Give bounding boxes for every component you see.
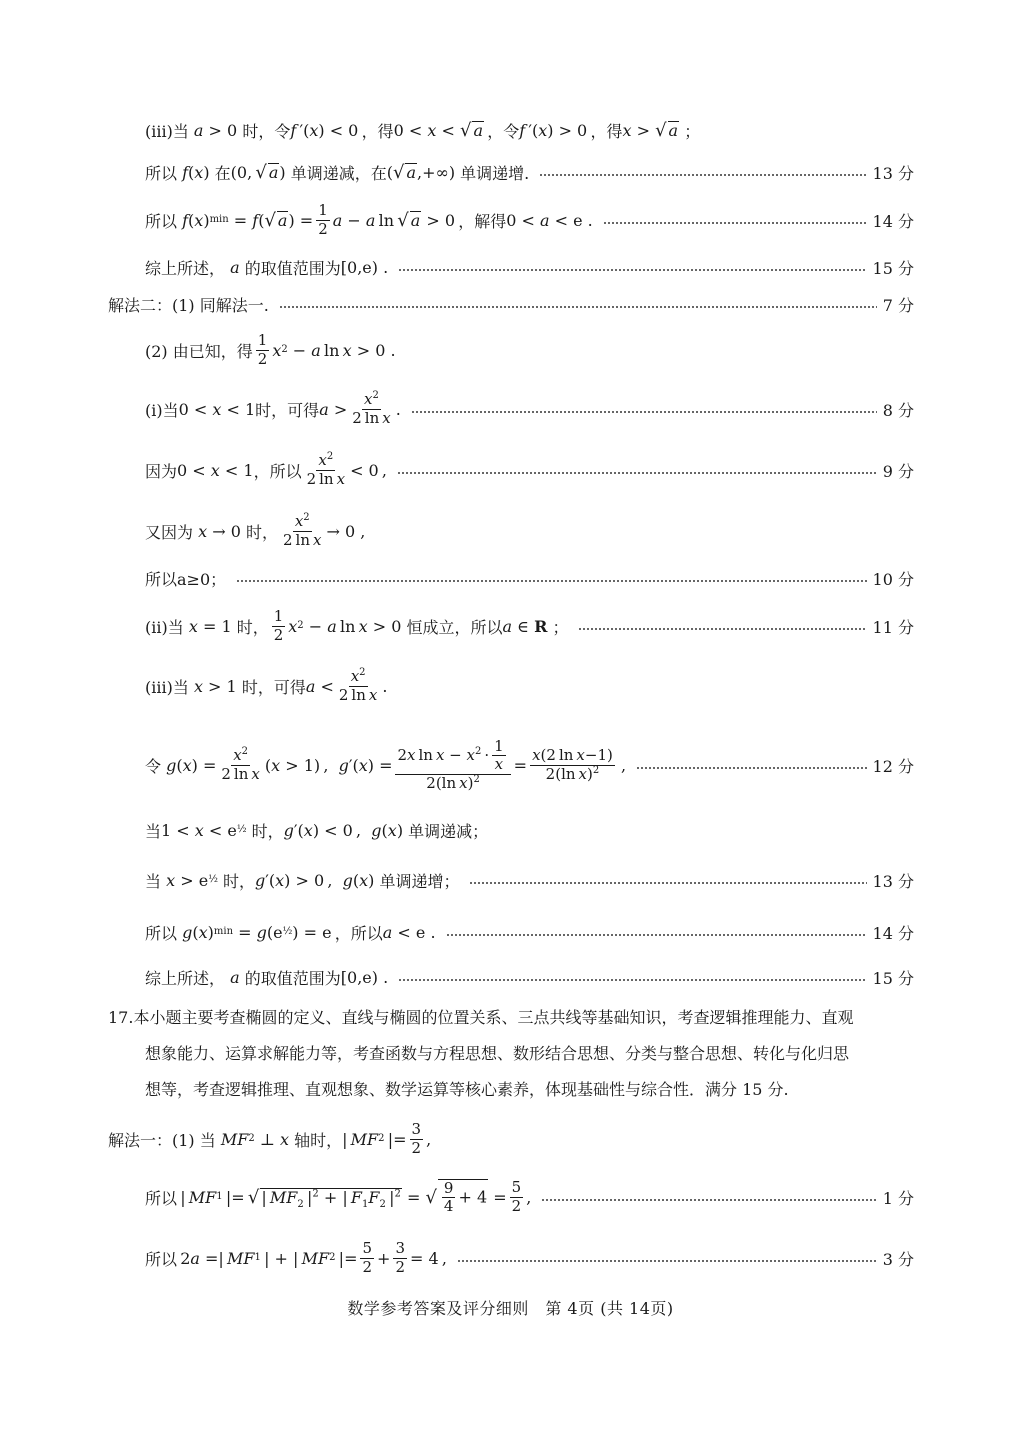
- line-5: 解法二：(1) 同解法一. 7 分: [108, 282, 914, 326]
- score: 7 分: [882, 295, 914, 315]
- line-15: 当 x > e ½ 时， g ′( x ) > 0 , g ( x ) 单调递增； 13 分: [145, 870, 914, 891]
- dot-leader: [236, 580, 866, 582]
- score: 11 分: [872, 617, 914, 637]
- dot-leader: [279, 306, 877, 308]
- score: 14 分: [872, 923, 914, 943]
- line-14: 当 1 < x < e ½ 时， g ′( x ) < 0 , g ( x ) 单调递减；: [145, 820, 489, 841]
- line-13: 令 g ( x ) = $x^2$ 2 ln x ( x > 1) , g ′( x ) = 2x $\ln x - x^2$ · $\frac{1}{x}$ 2(ln x)$^2$ = x(2 ln x−1) 2(ln x)$^2$ , 12 分: [145, 737, 914, 792]
- dot-leader: [457, 1260, 877, 1262]
- line-7: (i)当 0 < x < 1 时，可得 a > $x^2$ 2 ln x . 8 分: [145, 390, 914, 427]
- score: 15 分: [872, 968, 914, 988]
- score: 10 分: [872, 569, 914, 589]
- line-18: 解法一：(1) 当 MF 2 ⊥ x 轴时， | MF 2 |= 3 2 ,: [108, 1120, 432, 1157]
- score: 1 分: [882, 1188, 914, 1208]
- line-4: 综上所述， a 的取值范围为 [0,e) . 15 分: [145, 257, 914, 278]
- line-12: (iii)当 x > 1 时，可得 a < $x^2$ 2 ln x .: [145, 667, 388, 704]
- dot-leader: [446, 934, 867, 936]
- dot-leader: [578, 628, 866, 630]
- score: 13 分: [872, 163, 914, 183]
- dot-leader: [603, 222, 867, 224]
- line-1: (iii)当 a > 0 时，令 f ′( x ) < 0 ，得 0 < x < √ a ，令 f ′( x ) > 0 ，得 x > √ a ；: [145, 119, 701, 141]
- dot-leader: [411, 411, 877, 413]
- dot-leader: [398, 979, 866, 981]
- line-3: 所以 f ( x ) min = f ( √ a ) = 1 2 a − a ln √ a > 0 ，解得 0 < a < e . 14 分: [145, 201, 914, 238]
- dot-leader: [397, 472, 877, 474]
- line-2: 所以 f ( x ) 在 (0, √ a ) 单调递减，在 ( √ a ,+∞) 单调递增. 13 分: [145, 161, 914, 183]
- line-20: 所以 2 a =| MF 1 | + | MF 2 |= 5 2 + 3 2 = 4 , 3 分: [145, 1239, 914, 1276]
- score: 3 分: [882, 1249, 914, 1269]
- line-19: 所以 | MF 1 |= √ | $MF_2$ $|^2$ + | $F_1F_2$ $|^2$ = √ $\frac{9}{4}$ + 4 = 5 2 , 1 分: [145, 1178, 914, 1215]
- score: 14 分: [872, 211, 914, 231]
- line-16: 所以 g ( x ) min = g (e ½ ) = e ，所以 a < e . 14 分: [145, 922, 914, 943]
- question-17-intro: 17.本小题主要考查椭圆的定义、直线与椭圆的位置关系、三点共线等基础知识，考查逻辑推理能力、直观 想象能力、运算求解能力等，考查函数与方程思想、数形结合思想、分类与整合思想、转化与化归思 想等，考查逻辑推理、直观想象、数学运算等核心素养，体现基础性与综合性．满分 15 分.: [108, 1008, 854, 1099]
- dot-leader: [636, 767, 866, 769]
- dot-leader: [398, 269, 866, 271]
- line-10: 所以a≥0； 10 分: [145, 556, 914, 600]
- page-footer: 数学参考答案及评分细则 第 4页 (共 14页): [347, 1299, 674, 1318]
- dot-leader: [469, 882, 866, 884]
- line-6: (2) 由已知，得 1 2 x 2 − a ln x > 0 .: [145, 331, 396, 368]
- score: 15 分: [872, 258, 914, 278]
- line-9: 又因为 x → 0 时， $x^2$ 2 ln x → 0 ,: [145, 512, 366, 549]
- dot-leader: [539, 174, 866, 176]
- line-11: (ii)当 x = 1 时， 1 2 x 2 − a ln x > 0 恒成立，所以 a ∈ R ； 11 分: [145, 607, 914, 644]
- score: 12 分: [872, 756, 914, 776]
- score: 13 分: [872, 871, 914, 891]
- score: 9 分: [882, 461, 914, 481]
- line-8: 因为 0 < x < 1 ，所以 $x^2$ 2 ln x < 0 , 9 分: [145, 451, 914, 488]
- score: 8 分: [882, 400, 914, 420]
- dot-leader: [541, 1199, 876, 1201]
- line-17: 综上所述， a 的取值范围为 [0,e) . 15 分: [145, 967, 914, 988]
